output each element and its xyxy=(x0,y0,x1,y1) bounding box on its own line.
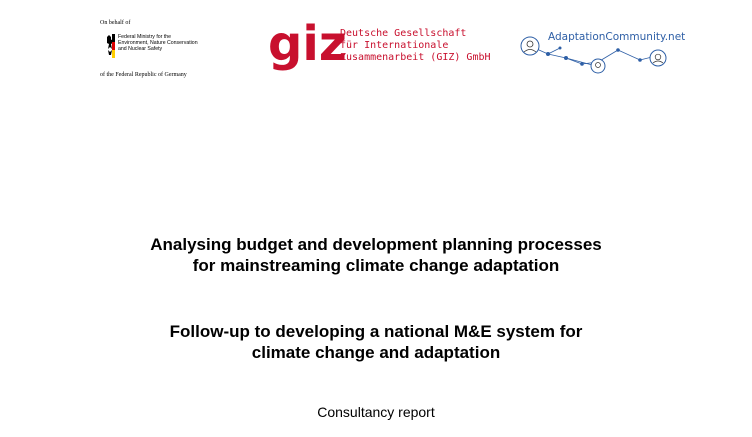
document-subtitle-line: Follow-up to developing a national M&E system for xyxy=(169,322,583,341)
bmz-ministry-line: Environment, Nature Conservation xyxy=(118,40,198,46)
giz-company-name xyxy=(340,28,491,64)
giz-name-line: Zusammenarbeit (GIZ) GmbH xyxy=(340,52,491,63)
bmz-ministry-line: Federal Ministry for the xyxy=(118,34,172,40)
bmz-republic-text: of the Federal Republic of Germany xyxy=(100,72,187,78)
giz-name-line: Deutsche Gesellschaft xyxy=(340,28,467,39)
bmz-ministry-line: and Nuclear Safety xyxy=(118,46,163,52)
adaptation-community-name: AdaptationCommunity.net xyxy=(548,31,686,43)
document-title-line: Analysing budget and development planning processes xyxy=(150,235,602,254)
document-title xyxy=(0,234,752,276)
german-flag-bar xyxy=(112,34,115,58)
adaptation-community-logo xyxy=(518,30,686,78)
report-type-label: Consultancy report xyxy=(317,404,435,420)
giz-wordmark-text: giz xyxy=(268,16,347,72)
giz-wordmark-icon xyxy=(268,16,347,72)
giz-name-line: für Internationale xyxy=(340,40,449,51)
document-title-line: for mainstreaming climate change adaptation xyxy=(192,256,560,275)
federal-eagle-icon xyxy=(102,33,118,61)
bmz-on-behalf-text: On behalf of xyxy=(100,20,131,26)
bmz-logo xyxy=(100,20,220,82)
document-subtitle xyxy=(0,321,752,363)
bmz-ministry-name xyxy=(118,34,228,52)
document-subtitle-line: climate change and adaptation xyxy=(251,343,501,362)
giz-logo xyxy=(268,16,491,76)
